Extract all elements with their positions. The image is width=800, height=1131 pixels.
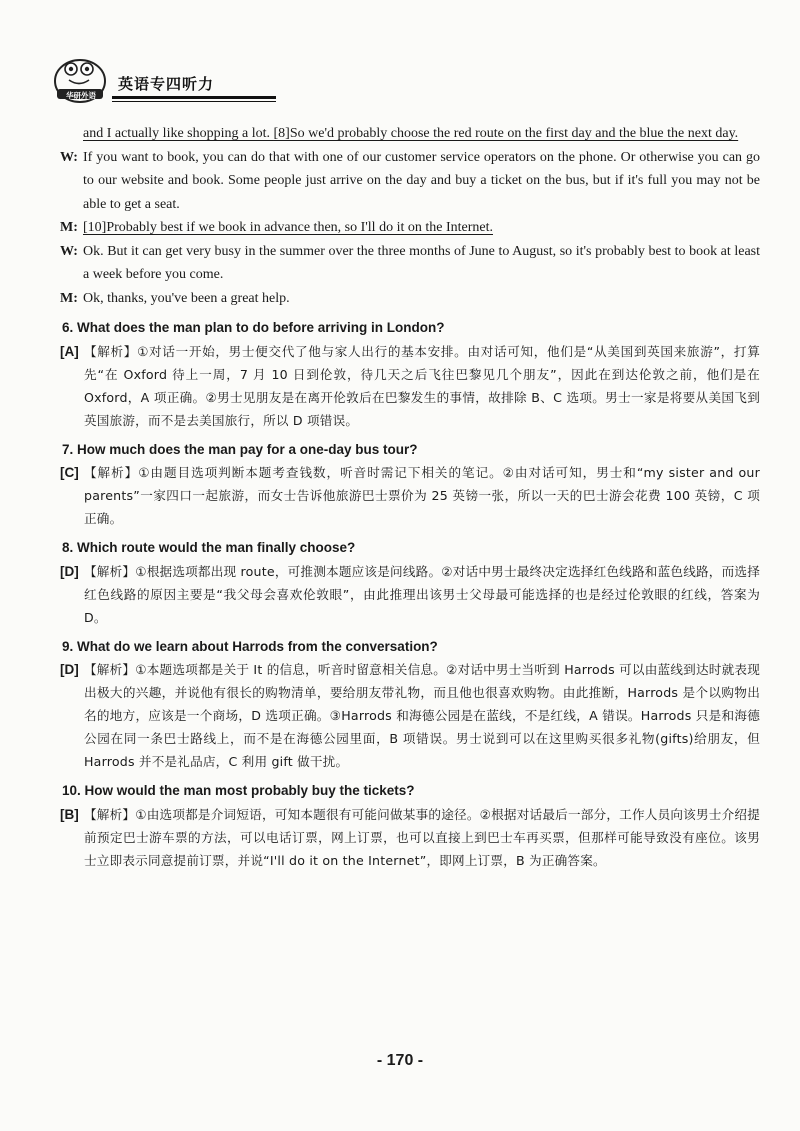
header-rule-thin bbox=[112, 101, 276, 102]
page-header bbox=[52, 55, 752, 105]
question-heading: 6. What does the man plan to do before arriving in London? bbox=[62, 320, 445, 335]
answer-block bbox=[60, 461, 760, 530]
dialogue-line bbox=[60, 122, 760, 146]
logo-text: 华研外语 bbox=[66, 91, 96, 100]
speaker-label: W: bbox=[60, 149, 78, 165]
dialogue-line bbox=[60, 287, 760, 311]
answer-tag: [C] bbox=[60, 465, 79, 480]
answer-analysis: 【解析】①根据选项都出现 route，可推测本题应该是问线路。②对话中男士最终决定选择红色线路和蓝色线路，而选择红色线路的原因主要是“我父母会喜欢伦敦眼”，由此推理出该男士父母最可能选择的也是经过伦敦眼的红线，答案为 D。 bbox=[84, 563, 760, 625]
utterance bbox=[83, 146, 760, 217]
utterance-text: and I actually like shopping a lot. bbox=[83, 126, 274, 141]
answer-tag: [D] bbox=[60, 662, 79, 677]
utterance-text: Ok. But it can get very busy in the summer over the three months of June to August, so it's probably best to book at least a week before you come. bbox=[83, 243, 760, 282]
header-rule bbox=[112, 96, 276, 99]
answer-analysis: 【解析】①对话一开始，男士便交代了他与家人出行的基本安排。由对话可知，他们是“从美国到英国来旅游”，打算先“在 Oxford 待上一周，7 月 10 日到伦敦，待几天之后飞往巴黎见几个朋友”，因此在到达伦敦之前，他们是在 Oxford，A 项正确。②男士见朋友是在离开伦敦后在巴黎发生的事情，故排除 B、C 选项。男士一家是将要从美国飞到英国旅游，而不是去美国旅行，所以 D 项错误。 bbox=[84, 343, 760, 428]
answer-analysis: 【解析】①本题选项都是关于 It 的信息，听音时留意相关信息。②对话中男士当听到 Harrods 可以由蓝线到达时就表现出极大的兴趣，并说他有很长的购物清单，要给朋友带礼物，而且他也很喜欢购物。由此推断，Harrods 是个以购物出名的地方，应该是一个商场，D 选项正确。③Harrods 和海德公园是在蓝线，不是红线，A 错误。Harrods 只是和海德公园在同一条巴士路线上，而不是在海德公园里面，B 项错误。男士说到可以在这里购买很多礼物(gifts)给朋友，但 Harrods 并不是礼品店，C 利用 gift 做干扰。 bbox=[84, 662, 760, 769]
page-number: - 170 - bbox=[376, 1052, 424, 1069]
question-heading: 10. How would the man most probably buy the tickets? bbox=[62, 783, 415, 798]
speaker-label: W: bbox=[60, 243, 78, 259]
answer-tag: [D] bbox=[60, 563, 79, 579]
utterance bbox=[83, 122, 760, 146]
page-content bbox=[60, 122, 760, 872]
speaker-label: M: bbox=[60, 290, 78, 306]
answer-block bbox=[60, 340, 760, 432]
dialogue-line bbox=[60, 146, 760, 217]
answer-block bbox=[60, 803, 760, 872]
questions bbox=[60, 316, 760, 872]
question-heading: 8. Which route would the man finally choose? bbox=[62, 540, 356, 555]
utterance bbox=[83, 216, 760, 240]
speaker-label: M: bbox=[60, 220, 78, 235]
utterance-text: [8]So we'd probably choose the red route on the first day and the blue the next day. bbox=[273, 126, 739, 141]
speaker-label bbox=[60, 122, 83, 146]
utterance-text: Ok, thanks, you've been a great help. bbox=[83, 290, 290, 306]
utterance-text: [10]Probably best if we book in advance then, so I'll do it on the Internet. bbox=[83, 220, 493, 235]
header-title: 英语专四听力 bbox=[118, 75, 215, 93]
utterance-text: If you want to book, you can do that with one of our customer service operators on the phone. Or otherwise you can go to our website and book. Some people just arrive on the day and buy a ticket on the bus, but if it's full you may not be able to get a seat. bbox=[83, 149, 760, 212]
utterance bbox=[83, 240, 760, 287]
answer-analysis: 【解析】①由选项都是介词短语，可知本题很有可能问做某事的途径。②根据对话最后一部分，工作人员向该男士介绍提前预定巴士游车票的方法，可以电话订票，网上订票，也可以直接上到巴士车再买票，但那样可能导致没有座位。该男士立即表示同意提前订票，并说“I'll do it on the Internet”，即网上订票，B 为正确答案。 bbox=[84, 806, 760, 868]
answer-block bbox=[60, 658, 760, 773]
dialogue-line bbox=[60, 240, 760, 287]
answer-tag: [A] bbox=[60, 343, 79, 359]
dialogue bbox=[60, 122, 760, 310]
utterance bbox=[83, 287, 760, 311]
answer-tag: [B] bbox=[60, 806, 79, 822]
answer-block bbox=[60, 560, 760, 629]
answer-analysis: 【解析】①由题目选项判断本题考查钱数，听音时需记下相关的笔记。②由对话可知，男士和“my sister and our parents”一家四口一起旅游，而女士告诉他旅游巴士票价为 25 英镑一张，所以一天的巴士游会花费 100 英镑，C 项正确。 bbox=[84, 465, 760, 526]
question-heading: 7. How much does the man pay for a one-day bus tour? bbox=[62, 441, 418, 457]
dialogue-line bbox=[60, 216, 760, 240]
question-heading: 9. What do we learn about Harrods from the conversation? bbox=[62, 638, 438, 654]
